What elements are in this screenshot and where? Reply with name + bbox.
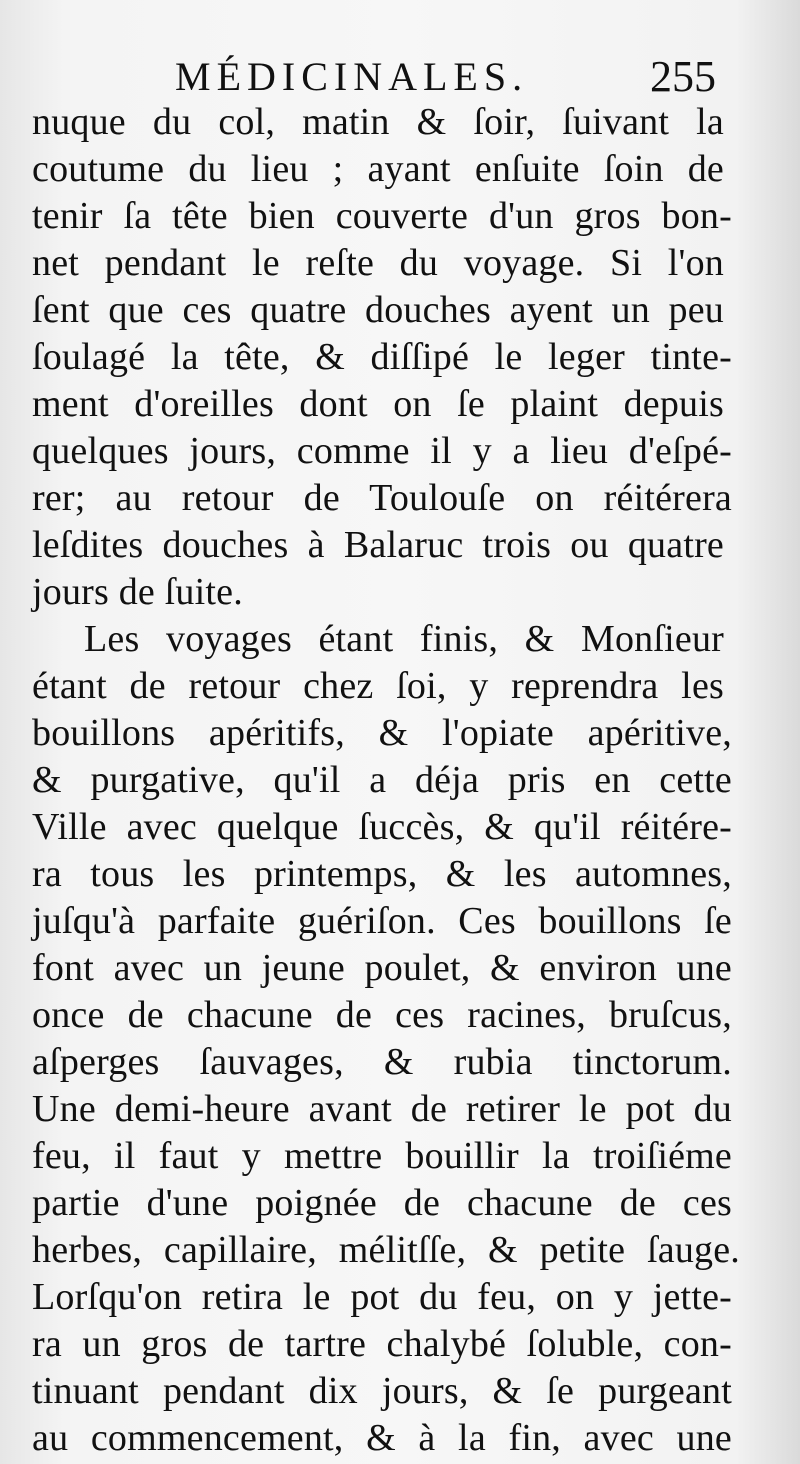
- text-line: tenir ſa tête bien couverte d'un gros bon-: [32, 195, 732, 237]
- text-line: juſqu'à parfaite guériſon. Ces bouillons ſe: [32, 900, 732, 942]
- text-line: ra tous les printemps, & les automnes,: [32, 853, 732, 895]
- text-line: jours de ſuite.: [32, 571, 243, 613]
- text-line: ment d'oreilles dont on ſe plaint depuis: [32, 383, 724, 425]
- text-line: aſperges ſauvages, & rubia tinctorum.: [32, 1041, 732, 1083]
- text-line: partie d'une poignée de chacune de ces: [32, 1182, 732, 1224]
- page-number: 255: [650, 52, 716, 101]
- text-line: nuque du col, matin & ſoir, ſuivant la: [32, 101, 724, 143]
- text-line: coutume du lieu ; ayant enſuite ſoin de: [32, 148, 724, 190]
- text-line: leſdites douches à Balaruc trois ou quatre: [32, 524, 724, 566]
- text-line: font avec un jeune poulet, & environ une: [32, 947, 732, 989]
- text-line: Une demi-heure avant de retirer le pot du: [32, 1088, 732, 1130]
- text-line: rer; au retour de Toulouſe on réitérera: [32, 477, 732, 519]
- text-line: ſoulagé la tête, & diſſipé le leger tinte-: [32, 336, 732, 378]
- text-line: once de chacune de ces racines, bruſcus,: [32, 994, 732, 1036]
- text-line: ra un gros de tartre chalybé ſoluble, con-: [32, 1323, 732, 1365]
- page-header: [0, 48, 800, 108]
- text-line: bouillons apéritifs, & l'opiate apéritive,: [32, 712, 732, 754]
- text-line: étant de retour chez ſoi, y reprendra les: [32, 665, 724, 707]
- text-line: net pendant le reſte du voyage. Si l'on: [32, 242, 724, 284]
- text-line: Lorſqu'on retira le pot du feu, on y jette-: [32, 1276, 732, 1318]
- text-line: & purgative, qu'il a déja pris en cette: [32, 759, 732, 801]
- text-line: tinuant pendant dix jours, & ſe purgeant: [32, 1370, 732, 1412]
- text-line: herbes, capillaire, mélitſſe, & petite ſauge.: [32, 1229, 740, 1271]
- text-line: Ville avec quelque ſuccès, & qu'il réitére-: [32, 806, 732, 848]
- text-line: quelques jours, comme il y a lieu d'eſpé-: [32, 430, 732, 472]
- text-line: ſent que ces quatre douches ayent un peu: [32, 289, 724, 331]
- running-head: MÉDICINALES.: [175, 54, 529, 99]
- text-line: Les voyages étant finis, & Monſieur: [84, 618, 724, 660]
- text-line: au commencement, & à la fin, avec une: [32, 1417, 732, 1459]
- text-line: feu, il faut y mettre bouillir la troiſiéme: [32, 1135, 732, 1177]
